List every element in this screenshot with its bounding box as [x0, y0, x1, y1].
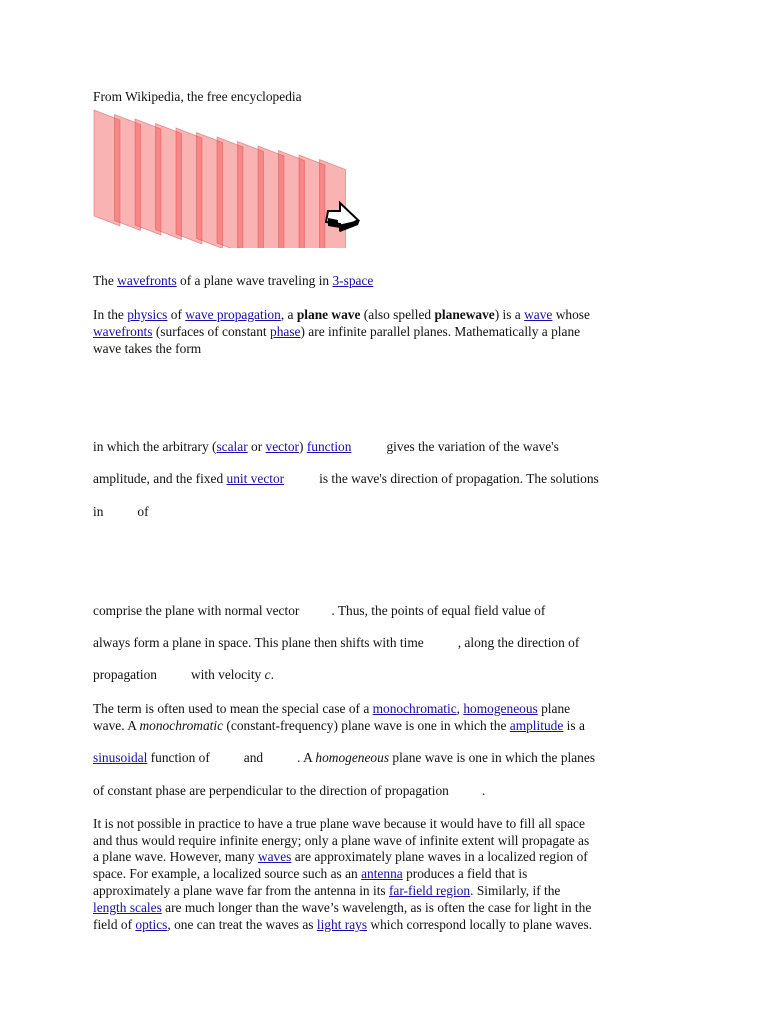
p5-line-3: a plane wave. However, many waves are approximately plane waves in a localized region of: [93, 849, 588, 864]
link-antenna[interactable]: antenna: [361, 866, 403, 881]
plane-wave-figure: [90, 108, 390, 248]
link-wavefronts[interactable]: wavefronts: [117, 273, 177, 288]
p2-line-1: in which the arbitrary (scalar or vector) function gives the variation of the wave's: [93, 439, 559, 454]
figure-caption: The wavefronts of a plane wave traveling in 3-space: [93, 273, 374, 288]
source-line: From Wikipedia, the free encyclopedia: [93, 89, 302, 104]
p4-line-2: wave. A monochromatic (constant-frequency) plane wave is one in which the amplitude is a: [93, 718, 585, 733]
p1-line-3: wave takes the form: [93, 341, 202, 356]
link-physics[interactable]: physics: [127, 307, 168, 322]
p1-line-1: In the physics of wave propagation, a plane wave (also spelled planewave) is a wave whose: [93, 307, 590, 322]
p2-line-2: amplitude, and the fixed unit vector is the wave's direction of propagation. The solutions: [93, 471, 599, 486]
p5-line-6: length scales are much longer than the wave’s wavelength, as is often the case for light in the: [93, 900, 592, 915]
link-far-field-region[interactable]: far-field region: [388, 883, 471, 898]
p3-line-2: always form a plane in space. This plane then shifts with time , along the direction of: [93, 635, 580, 650]
link-wave-propagation[interactable]: wave propagation: [185, 307, 281, 322]
link-optics[interactable]: optics: [135, 917, 168, 932]
p1-line-2: wavefronts (surfaces of constant phase) are infinite parallel planes. Mathematically a plane: [93, 324, 581, 339]
p5-line-4: space. For example, a localized source such as an antenna produces a field that is: [93, 866, 528, 881]
p5-line-1: It is not possible in practice to have a true plane wave because it would have to fill all space: [93, 816, 585, 831]
p4-line-4: of constant phase are perpendicular to the direction of propagation .: [93, 783, 486, 798]
p5-line-5: approximately a plane wave far from the antenna in its far-field region. Similarly, if the: [93, 883, 561, 898]
p3-line-3: propagation with velocity c.: [93, 667, 274, 682]
link-sinusoidal[interactable]: sinusoidal: [93, 750, 148, 765]
link-3-space[interactable]: 3-space: [332, 273, 374, 288]
p4-line-3: sinusoidal function of and . A homogeneous plane wave is one in which the planes: [93, 750, 596, 765]
p4-line-1: The term is often used to mean the special case of a monochromatic, homogeneous plane: [93, 701, 571, 716]
wavefront-planes: [94, 110, 346, 248]
p3-line-1: comprise the plane with normal vector . Thus, the points of equal field value of: [93, 603, 546, 618]
p2-line-3: in of: [93, 504, 149, 519]
link-wave[interactable]: wave: [524, 307, 553, 322]
link-scalar[interactable]: scalar: [216, 439, 248, 454]
link-homogeneous[interactable]: homogeneous: [463, 701, 538, 716]
link-wavefronts-2[interactable]: wavefronts: [93, 324, 153, 339]
link-amplitude[interactable]: amplitude: [509, 718, 564, 733]
link-phase[interactable]: phase: [270, 324, 301, 339]
p5-line-2: and thus would require infinite energy; only a plane wave of infinite extent will propagate as: [93, 833, 590, 848]
link-waves[interactable]: waves: [257, 849, 292, 864]
link-length-scales[interactable]: length scales: [93, 900, 162, 915]
link-light-rays[interactable]: light rays: [316, 917, 368, 932]
link-vector[interactable]: vector: [265, 439, 300, 454]
link-function[interactable]: function: [306, 439, 352, 454]
link-monochromatic[interactable]: monochromatic: [372, 701, 457, 716]
link-unit-vector[interactable]: unit vector: [226, 471, 285, 486]
p5-line-7: field of optics, one can treat the waves as light rays which correspond locally to plane waves.: [93, 917, 593, 932]
